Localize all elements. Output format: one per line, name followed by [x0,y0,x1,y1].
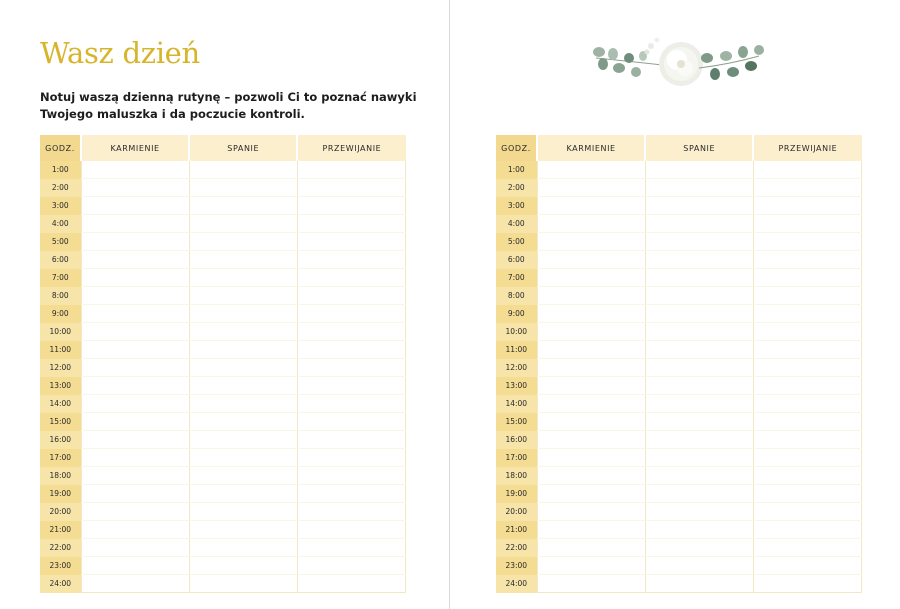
hour-label: 3:00 [40,197,81,215]
table-row [40,233,406,251]
table-header-row [496,135,862,161]
sleeping-cell[interactable] [645,539,753,557]
feeding-cell[interactable] [81,269,189,287]
sleeping-cell[interactable] [645,575,753,593]
feeding-cell[interactable] [81,539,189,557]
sleeping-cell[interactable] [189,431,297,449]
changing-cell[interactable] [753,287,861,305]
feeding-cell[interactable] [81,215,189,233]
changing-cell[interactable] [753,179,861,197]
hour-label: 18:00 [496,467,537,485]
feeding-cell[interactable] [81,431,189,449]
changing-cell[interactable] [753,161,861,179]
table-row [496,233,862,251]
changing-cell[interactable] [753,431,861,449]
table-row [40,215,406,233]
sleeping-cell[interactable] [189,215,297,233]
sleeping-cell[interactable] [645,377,753,395]
changing-cell[interactable] [297,341,405,359]
table-row [496,557,862,575]
left-page [0,0,449,609]
hour-label: 22:00 [40,539,81,557]
changing-cell[interactable] [297,359,405,377]
sleeping-cell[interactable] [189,359,297,377]
daily-routine-table [40,135,406,593]
table-row [40,377,406,395]
changing-cell[interactable] [297,197,405,215]
table-row [40,503,406,521]
table-row [496,485,862,503]
sleeping-cell[interactable] [645,521,753,539]
feeding-cell[interactable] [537,413,645,431]
page-title: Wasz dzień [40,36,200,70]
sleeping-cell[interactable] [645,467,753,485]
header-sleeping: SPANIE [645,135,753,161]
changing-cell[interactable] [297,413,405,431]
table-row [40,359,406,377]
feeding-cell[interactable] [537,179,645,197]
table-row [496,323,862,341]
table-row [496,269,862,287]
table-row [40,341,406,359]
feeding-cell[interactable] [537,251,645,269]
changing-cell[interactable] [753,233,861,251]
sleeping-cell[interactable] [645,341,753,359]
sleeping-cell[interactable] [189,521,297,539]
feeding-cell[interactable] [81,467,189,485]
header-changing: PRZEWIJANIE [753,135,861,161]
table-row [496,395,862,413]
table-row [496,377,862,395]
sleeping-cell[interactable] [189,575,297,593]
sleeping-cell[interactable] [189,197,297,215]
changing-cell[interactable] [753,503,861,521]
hour-label: 10:00 [496,323,537,341]
page-divider [449,0,450,609]
header-sleeping: SPANIE [189,135,297,161]
header-changing: PRZEWIJANIE [297,135,405,161]
changing-cell[interactable] [297,179,405,197]
changing-cell[interactable] [297,251,405,269]
hour-label: 8:00 [40,287,81,305]
sleeping-cell[interactable] [189,233,297,251]
changing-cell[interactable] [297,449,405,467]
sleeping-cell[interactable] [645,233,753,251]
sleeping-cell[interactable] [645,197,753,215]
hour-label: 4:00 [40,215,81,233]
hour-label: 9:00 [40,305,81,323]
hour-label: 2:00 [40,179,81,197]
table-row [40,413,406,431]
feeding-cell[interactable] [537,287,645,305]
hour-label: 2:00 [496,179,537,197]
changing-cell[interactable] [297,215,405,233]
sleeping-cell[interactable] [645,287,753,305]
table-row [496,251,862,269]
hour-label: 5:00 [40,233,81,251]
feeding-cell[interactable] [81,557,189,575]
feeding-cell[interactable] [537,197,645,215]
hour-label: 1:00 [40,161,81,179]
hour-label: 12:00 [496,359,537,377]
sleeping-cell[interactable] [189,449,297,467]
feeding-cell[interactable] [81,323,189,341]
hour-label: 11:00 [496,341,537,359]
feeding-cell[interactable] [537,449,645,467]
changing-cell[interactable] [297,431,405,449]
changing-cell[interactable] [753,557,861,575]
feeding-cell[interactable] [537,269,645,287]
table-row [496,467,862,485]
hour-label: 12:00 [40,359,81,377]
hour-label: 13:00 [40,377,81,395]
hour-label: 7:00 [40,269,81,287]
sleeping-cell[interactable] [645,323,753,341]
feeding-cell[interactable] [81,575,189,593]
hour-label: 23:00 [496,557,537,575]
feeding-cell[interactable] [537,395,645,413]
table-row [496,575,862,593]
table-row [496,521,862,539]
changing-cell[interactable] [753,197,861,215]
hour-label: 7:00 [496,269,537,287]
table-row [40,305,406,323]
feeding-cell[interactable] [537,341,645,359]
floral-garland-icon [581,28,771,98]
hour-label: 20:00 [496,503,537,521]
feeding-cell[interactable] [537,503,645,521]
sleeping-cell[interactable] [189,179,297,197]
sleeping-cell[interactable] [189,503,297,521]
feeding-cell[interactable] [537,305,645,323]
changing-cell[interactable] [753,269,861,287]
table-row [40,575,406,593]
table-row [40,197,406,215]
table-header-row [40,135,406,161]
header-feeding: KARMIENIE [537,135,645,161]
changing-cell[interactable] [753,413,861,431]
feeding-cell[interactable] [81,161,189,179]
hour-label: 13:00 [496,377,537,395]
feeding-cell[interactable] [537,323,645,341]
changing-cell[interactable] [753,485,861,503]
table-row [40,467,406,485]
changing-cell[interactable] [297,233,405,251]
table-row [40,539,406,557]
header-feeding: KARMIENIE [81,135,189,161]
hour-label: 4:00 [496,215,537,233]
table-row [496,503,862,521]
feeding-cell[interactable] [81,503,189,521]
table-row [496,287,862,305]
hour-label: 16:00 [40,431,81,449]
sleeping-cell[interactable] [645,161,753,179]
sleeping-cell[interactable] [645,359,753,377]
hour-label: 21:00 [40,521,81,539]
sleeping-cell[interactable] [645,215,753,233]
sleeping-cell[interactable] [189,323,297,341]
table-row [40,269,406,287]
hour-label: 21:00 [496,521,537,539]
hour-label: 23:00 [40,557,81,575]
table-row [40,485,406,503]
table-row [496,197,862,215]
sleeping-cell[interactable] [645,305,753,323]
table-row [496,539,862,557]
hour-label: 14:00 [496,395,537,413]
feeding-cell[interactable] [81,395,189,413]
changing-cell[interactable] [297,323,405,341]
sleeping-cell[interactable] [645,179,753,197]
table-row [40,431,406,449]
hour-label: 11:00 [40,341,81,359]
daily-routine-table [496,135,862,593]
sleeping-cell[interactable] [189,269,297,287]
feeding-cell[interactable] [537,377,645,395]
feeding-cell[interactable] [81,341,189,359]
feeding-cell[interactable] [81,287,189,305]
changing-cell[interactable] [297,539,405,557]
table-row [40,395,406,413]
sleeping-cell[interactable] [645,503,753,521]
changing-cell[interactable] [753,341,861,359]
sleeping-cell[interactable] [189,467,297,485]
table-row [40,251,406,269]
table-row [496,161,862,179]
feeding-cell[interactable] [537,467,645,485]
hour-label: 24:00 [496,575,537,593]
table-row [496,359,862,377]
changing-cell[interactable] [753,521,861,539]
sleeping-cell[interactable] [645,485,753,503]
feeding-cell[interactable] [537,431,645,449]
table-row [40,521,406,539]
sleeping-cell[interactable] [189,305,297,323]
hour-label: 18:00 [40,467,81,485]
feeding-cell[interactable] [537,575,645,593]
sleeping-cell[interactable] [189,287,297,305]
hour-label: 8:00 [496,287,537,305]
page-subtitle: Notuj waszą dzienną rutynę – pozwoli Ci to poznać nawyki Twojego maluszka i da poczucie kontroli. [40,90,417,121]
feeding-cell[interactable] [537,485,645,503]
table-row [496,413,862,431]
changing-cell[interactable] [297,287,405,305]
feeding-cell[interactable] [537,557,645,575]
sleeping-cell[interactable] [645,431,753,449]
changing-cell[interactable] [297,485,405,503]
changing-cell[interactable] [297,269,405,287]
hour-label: 17:00 [40,449,81,467]
sleeping-cell[interactable] [645,251,753,269]
changing-cell[interactable] [753,575,861,593]
changing-cell[interactable] [297,557,405,575]
feeding-cell[interactable] [81,485,189,503]
table-row [40,287,406,305]
hour-label: 6:00 [40,251,81,269]
hour-label: 20:00 [40,503,81,521]
feeding-cell[interactable] [81,251,189,269]
feeding-cell[interactable] [537,215,645,233]
feeding-cell[interactable] [81,305,189,323]
changing-cell[interactable] [297,377,405,395]
hour-label: 15:00 [496,413,537,431]
sleeping-cell[interactable] [189,557,297,575]
hour-label: 24:00 [40,575,81,593]
hour-label: 17:00 [496,449,537,467]
feeding-cell[interactable] [81,359,189,377]
feeding-cell[interactable] [81,521,189,539]
table-row [496,305,862,323]
feeding-cell[interactable] [537,233,645,251]
feeding-cell[interactable] [537,359,645,377]
sleeping-cell[interactable] [189,539,297,557]
changing-cell[interactable] [753,323,861,341]
header-hour: GODZ. [40,135,81,161]
table-row [496,215,862,233]
hour-label: 19:00 [40,485,81,503]
hour-label: 19:00 [496,485,537,503]
hour-label: 22:00 [496,539,537,557]
table-row [40,323,406,341]
changing-cell[interactable] [753,215,861,233]
feeding-cell[interactable] [537,161,645,179]
header-hour: GODZ. [496,135,537,161]
table-row [496,431,862,449]
hour-label: 1:00 [496,161,537,179]
feeding-cell[interactable] [537,539,645,557]
sleeping-cell[interactable] [189,377,297,395]
sleeping-cell[interactable] [645,413,753,431]
changing-cell[interactable] [297,575,405,593]
feeding-cell[interactable] [81,449,189,467]
hour-label: 14:00 [40,395,81,413]
feeding-cell[interactable] [81,413,189,431]
table-row [40,449,406,467]
changing-cell[interactable] [753,359,861,377]
sleeping-cell[interactable] [645,449,753,467]
hour-label: 16:00 [496,431,537,449]
changing-cell[interactable] [297,161,405,179]
feeding-cell[interactable] [81,179,189,197]
changing-cell[interactable] [753,305,861,323]
table-row [40,557,406,575]
hour-label: 3:00 [496,197,537,215]
table-row [40,161,406,179]
changing-cell[interactable] [297,521,405,539]
sleeping-cell[interactable] [189,251,297,269]
table-row [496,179,862,197]
changing-cell[interactable] [753,449,861,467]
changing-cell[interactable] [297,305,405,323]
changing-cell[interactable] [297,395,405,413]
right-page [451,0,900,609]
changing-cell[interactable] [297,467,405,485]
hour-label: 6:00 [496,251,537,269]
table-row [40,179,406,197]
hour-label: 5:00 [496,233,537,251]
hour-label: 9:00 [496,305,537,323]
feeding-cell[interactable] [81,377,189,395]
changing-cell[interactable] [753,377,861,395]
table-row [496,341,862,359]
hour-label: 10:00 [40,323,81,341]
feeding-cell[interactable] [81,197,189,215]
changing-cell[interactable] [753,395,861,413]
sleeping-cell[interactable] [189,395,297,413]
sleeping-cell[interactable] [645,269,753,287]
sleeping-cell[interactable] [645,557,753,575]
sleeping-cell[interactable] [645,395,753,413]
table-row [496,449,862,467]
sleeping-cell[interactable] [189,161,297,179]
feeding-cell[interactable] [537,521,645,539]
hour-label: 15:00 [40,413,81,431]
sleeping-cell[interactable] [189,341,297,359]
sleeping-cell[interactable] [189,413,297,431]
changing-cell[interactable] [753,467,861,485]
changing-cell[interactable] [753,539,861,557]
changing-cell[interactable] [753,251,861,269]
changing-cell[interactable] [297,503,405,521]
feeding-cell[interactable] [81,233,189,251]
sleeping-cell[interactable] [189,485,297,503]
